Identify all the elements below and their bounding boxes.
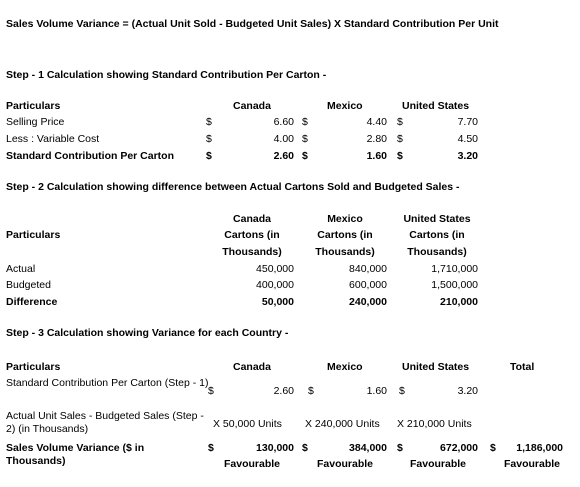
step2-col-particulars: Particulars <box>6 229 61 241</box>
step2-col-mexico: Thousands) <box>315 246 375 258</box>
step1-canada-value: 6.60 <box>273 116 294 128</box>
step1-mexico-value: 2.80 <box>366 133 387 145</box>
step3-total-variance: 1,186,000 <box>516 442 563 454</box>
step1-canada-value: 2.60 <box>273 150 294 162</box>
step3-title: Step - 3 Calculation showing Variance for each Country - <box>6 327 289 339</box>
step3-col-particulars: Particulars <box>6 361 61 373</box>
step3-col-total: Total <box>510 361 535 373</box>
step3-row-label: Actual Unit Sales - Budgeted Sales (Step - 2) (in Thousands) <box>6 410 204 435</box>
step2-us-value: 1,710,000 <box>431 263 478 275</box>
currency-symbol: $ <box>397 150 403 162</box>
currency-symbol: $ <box>490 442 496 454</box>
step1-row-label: Selling Price <box>6 116 65 128</box>
step3-canada-value: 2.60 <box>273 385 294 397</box>
currency-symbol: $ <box>208 385 214 397</box>
step2-col-us: Cartons (in <box>409 229 465 241</box>
step3-mexico-status: Favourable <box>316 458 374 470</box>
currency-symbol: $ <box>302 150 308 162</box>
step2-us-value: 210,000 <box>440 296 478 308</box>
currency-symbol: $ <box>302 116 308 128</box>
step2-col-mexico: Cartons (in <box>317 229 373 241</box>
step1-col-us: United States <box>402 100 470 112</box>
step1-title: Step - 1 Calculation showing Standard Contribution Per Carton - <box>6 69 327 81</box>
step1-us-value: 4.50 <box>457 133 478 145</box>
step3-col-us: United States <box>402 361 470 373</box>
step3-us-value: 3.20 <box>457 385 478 397</box>
step2-mexico-value: 600,000 <box>349 279 387 291</box>
step3-total-status: Favourable <box>503 458 561 470</box>
step1-row-label: Less : Variable Cost <box>6 133 100 145</box>
step2-canada-value: 400,000 <box>256 279 294 291</box>
step2-col-canada: Thousands) <box>222 246 282 258</box>
currency-symbol: $ <box>308 385 314 397</box>
step1-us-value: 3.20 <box>457 150 478 162</box>
step3-canada-variance: 130,000 <box>256 442 294 454</box>
currency-symbol: $ <box>208 442 214 454</box>
currency-symbol: $ <box>206 150 212 162</box>
step2-us-value: 1,500,000 <box>431 279 478 291</box>
step3-canada-status: Favourable <box>223 458 281 470</box>
step3-us-value: X 210,000 Units <box>397 418 472 430</box>
step1-us-value: 7.70 <box>457 116 478 128</box>
step2-col-canada: Canada <box>233 213 271 225</box>
step2-mexico-value: 240,000 <box>349 296 387 308</box>
step2-canada-value: 450,000 <box>256 263 294 275</box>
step2-col-us: Thousands) <box>407 246 467 258</box>
step1-row-label: Standard Contribution Per Carton <box>6 150 174 162</box>
step2-row-label: Budgeted <box>6 279 51 291</box>
step3-row-label: Sales Volume Variance ($ in Thousands) <box>6 442 145 467</box>
currency-symbol: $ <box>397 133 403 145</box>
step2-col-us: United States <box>403 213 471 225</box>
currency-symbol: $ <box>397 442 403 454</box>
step3-mexico-value: 1.60 <box>366 385 387 397</box>
step2-col-mexico: Mexico <box>327 213 363 225</box>
currency-symbol: $ <box>399 385 405 397</box>
step1-col-mexico: Mexico <box>327 100 363 112</box>
step2-title: Step - 2 Calculation showing difference between Actual Cartons Sold and Budgeted Sales - <box>6 181 460 193</box>
step2-row-label: Actual <box>6 263 36 275</box>
currency-symbol: $ <box>206 116 212 128</box>
formula-header: Sales Volume Variance = (Actual Unit Sold - Budgeted Unit Sales) X Standard Contribution Per Unit <box>6 18 499 30</box>
step3-row-label: Standard Contribution Per Carton (Step - 1) <box>6 377 209 389</box>
step3-canada-value: X 50,000 Units <box>213 418 282 430</box>
step3-mexico-variance: 384,000 <box>349 442 387 454</box>
step2-row-label: Difference <box>6 296 58 308</box>
step2-mexico-value: 840,000 <box>349 263 387 275</box>
step3-col-canada: Canada <box>233 361 271 373</box>
currency-symbol: $ <box>397 116 403 128</box>
step3-mexico-value: X 240,000 Units <box>305 418 380 430</box>
step1-mexico-value: 1.60 <box>366 150 387 162</box>
step3-col-mexico: Mexico <box>327 361 363 373</box>
currency-symbol: $ <box>206 133 212 145</box>
step2-col-canada: Cartons (in <box>224 229 280 241</box>
step1-col-canada: Canada <box>233 100 271 112</box>
currency-symbol: $ <box>302 133 308 145</box>
step1-canada-value: 4.00 <box>273 133 294 145</box>
step2-canada-value: 50,000 <box>261 296 294 308</box>
step3-us-variance: 672,000 <box>440 442 478 454</box>
step1-col-particulars: Particulars <box>6 100 61 112</box>
step1-mexico-value: 4.40 <box>366 116 387 128</box>
step3-us-status: Favourable <box>409 458 467 470</box>
currency-symbol: $ <box>302 442 308 454</box>
